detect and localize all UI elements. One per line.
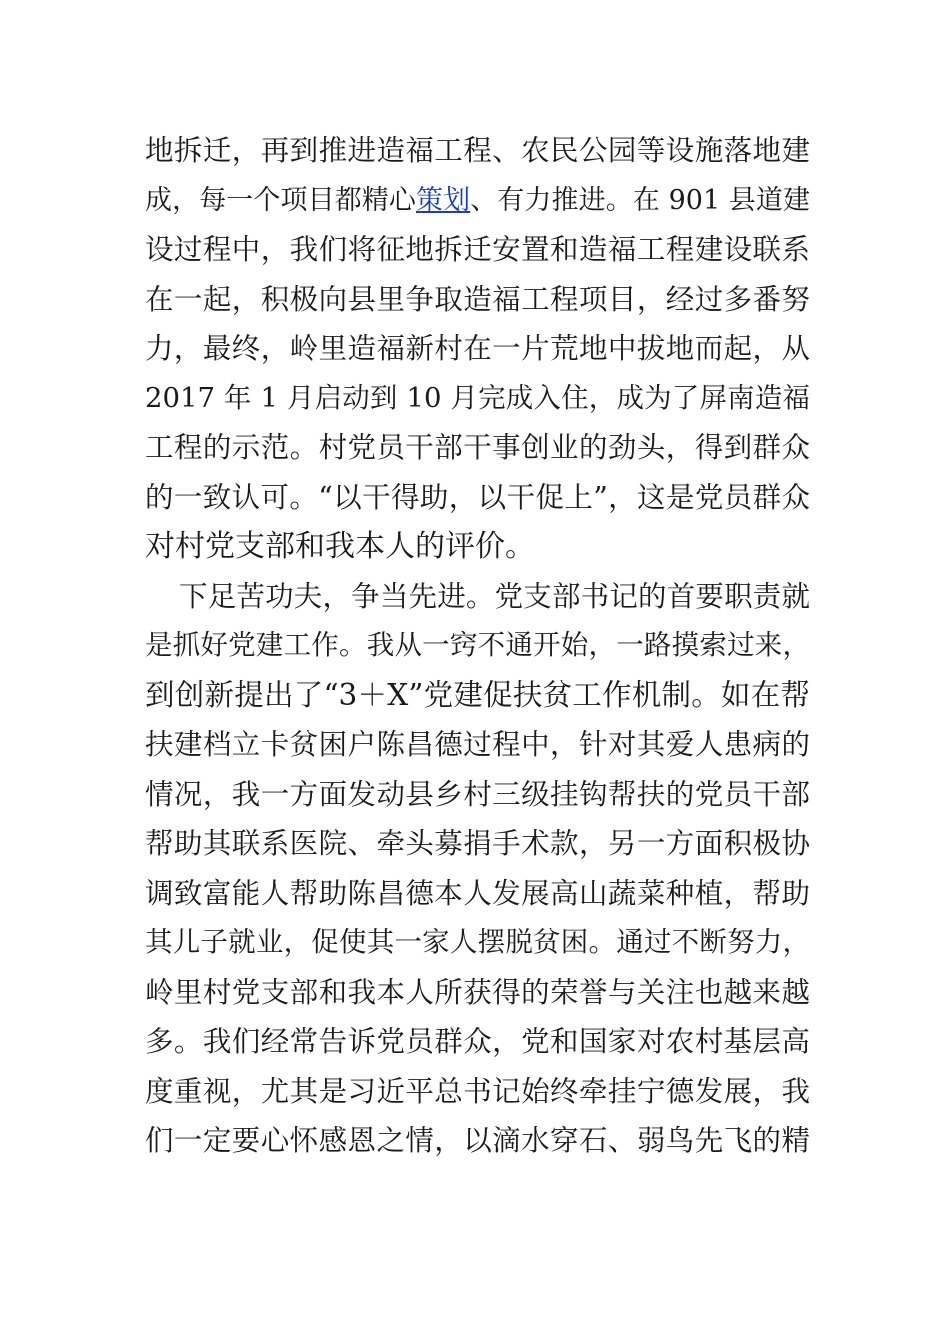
- paragraph-line: 2017 年 1 月启动到 10 月完成入住，成为了屏南造福: [145, 381, 810, 414]
- paragraph-line: 是抓好党建工作。我从一窍不通开始，一路摸索过来，: [145, 629, 810, 661]
- paragraph-2: [145, 572, 810, 1166]
- paragraph-line: 帮助其联系医院、牵头募捐手术款，另一方面积极协: [145, 827, 810, 860]
- paragraph-line: 扶建档立卡贫困户陈昌德过程中，针对其爱人患病的: [145, 728, 810, 761]
- paragraph-line: 力，最终，岭里造福新村在一片荒地中拔地而起，从: [145, 332, 810, 365]
- paragraph-line: 的一致认可。“以干得助，以干促上”，这是党员群众: [145, 480, 810, 514]
- hyperlink-cehua[interactable]: 策划: [416, 184, 471, 216]
- line-text: 成，每一个项目都精心: [145, 184, 416, 216]
- paragraph-line: 度重视，尤其是习近平总书记始终牵挂宁德发展，我: [145, 1074, 810, 1108]
- paragraph-line: 地拆迁，再到推进造福工程、农民公园等设施落地建: [145, 134, 810, 167]
- paragraph-line: 多。我们经常告诉党员群众，党和国家对农村基层高: [145, 1025, 810, 1058]
- paragraph-line: 们一定要心怀感恩之情，以滴水穿石、弱鸟先飞的精: [145, 1124, 810, 1157]
- paragraph-line: 工程的示范。村党员干部干事创业的劲头，得到群众: [145, 431, 810, 464]
- paragraph-line: 岭里村党支部和我本人所获得的荣誉与关注也越来越: [145, 975, 810, 1009]
- paragraph-line: 其儿子就业，促使其一家人摆脱贫困。通过不断努力，: [145, 926, 810, 958]
- paragraph-line: 在一起，积极向县里争取造福工程项目，经过多番努: [145, 282, 810, 316]
- paragraph-line: 到创新提出了“3＋X”党建促扶贫工作机制。如在帮: [145, 677, 810, 712]
- paragraph-line: 对村党支部和我本人的评价。: [145, 529, 535, 564]
- paragraph-line: 情况，我一方面发动县乡村三级挂钩帮扶的党员干部: [145, 777, 810, 811]
- document-body: [145, 126, 810, 1166]
- paragraph-1: [145, 126, 810, 572]
- paragraph-line: [145, 176, 810, 226]
- paragraph-line: 下足苦功夫，争当先进。党支部书记的首要职责就: [179, 579, 810, 613]
- line-text: 、有力推进。在 901 县道建: [470, 184, 811, 216]
- paragraph-line: 调致富能人帮助陈昌德本人发展高山蔬菜种植，帮助: [145, 876, 810, 910]
- paragraph-line: 设过程中，我们将征地拆迁安置和造福工程建设联系: [145, 233, 810, 266]
